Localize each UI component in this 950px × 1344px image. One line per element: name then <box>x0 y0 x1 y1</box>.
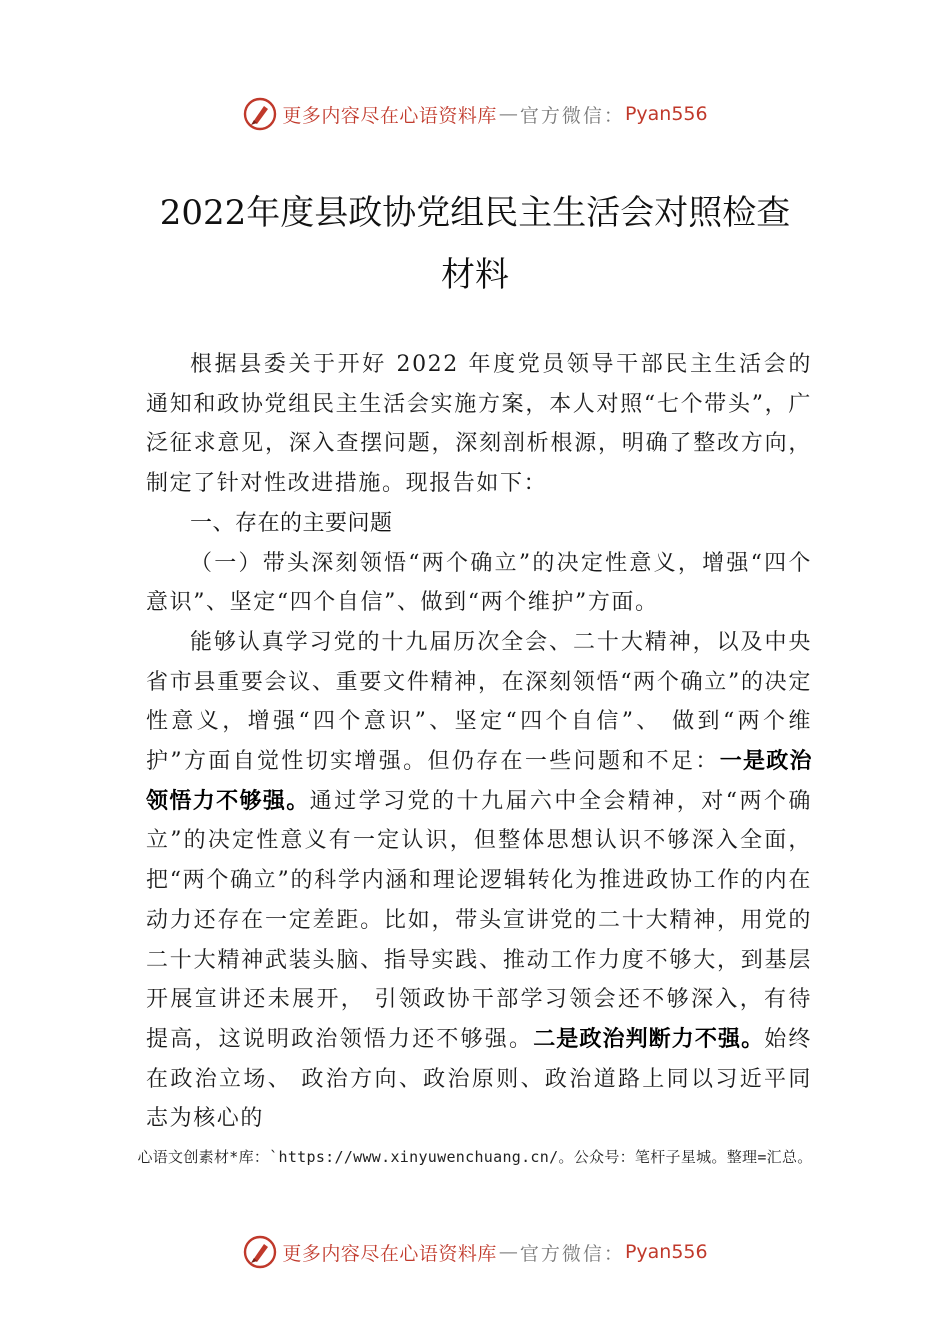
watermark-header <box>0 94 950 134</box>
watermark-footer <box>0 1232 950 1272</box>
section-heading: 一、存在的主要问题 <box>190 510 393 536</box>
watermark-separator: — <box>498 103 518 125</box>
watermark-wechat-id: Pyan556 <box>624 1241 708 1263</box>
document-title <box>0 182 950 306</box>
title-line-2: 材料 <box>441 255 509 295</box>
body-text-3: 始终在政治立场、 政治方向、政治原则、政治道路上同以习近平同志为核心的 <box>146 1026 812 1132</box>
body-text-2: 通过学习党的十九届六中全会精神，对“两个确立”的决定性意义有一定认识，但整体思想认识不够深入全面，把“两个确立”的科学内涵和理论逻辑转化为推进政协工作的内在动力还存在一定差距。比如，带头宣讲党的二十大精神，用党的二十大精神武装头脑、指导实践、推动工作力度不够大，到基层开展宣讲还未展开， 引领政协干部学习领会还不够深入，有待提高，这说明政治领悟力还不够强。 <box>146 788 812 1052</box>
key-point-2: 二是政治判断力不强。 <box>533 1026 765 1052</box>
key-point-1: 一是政治领悟力不够强。 <box>146 749 812 814</box>
watermark-separator: — <box>498 1241 518 1263</box>
body-text-1: 能够认真学习党的十九届历次全会、二十大精神，以及中央省市县重要会议、重要文件精神，在深刻领悟“两个确立”的决定性意义，增强“四个意识”、坚定“四个自信”、 做到“两个维护”方面自觉性切实增强。但仍存在一些问题和不足： <box>146 629 812 775</box>
watermark-label: 官方微信： <box>519 1242 625 1265</box>
intro-paragraph: 根据县委关于开好 2022 年度党员领导干部民主生活会的通知和政协党组民主生活会实施方案，本人对照“七个带头”，广泛征求意见，深入查摆问题，深刻剖析根源，明确了整改方向，制定了针对性改进措施。现报告如下： <box>146 352 812 497</box>
subsection-heading: （一）带头深刻领悟“两个确立”的决定性意义，增强“四个意识”、坚定“四个自信”、做到“两个维护”方面。 <box>146 550 812 616</box>
watermark-site-text: 更多内容尽在心语资料库 <box>282 104 497 127</box>
title-line-1: 2022年度县政协党组民主生活会对照检查 <box>159 193 791 233</box>
watermark-label: 官方微信： <box>519 104 625 127</box>
watermark-site-text: 更多内容尽在心语资料库 <box>282 1242 497 1265</box>
watermark-wechat-id: Pyan556 <box>624 103 708 125</box>
document-body <box>146 345 812 1139</box>
source-note: 心语文创素材*库：`https://www.xinyuwenchuang.cn/。公众号：笔杆子星城。整理=汇总。 <box>137 1148 813 1166</box>
body-paragraph <box>146 623 812 1139</box>
pen-nib-logo-icon <box>242 1234 278 1270</box>
pen-nib-logo-icon <box>242 96 278 132</box>
